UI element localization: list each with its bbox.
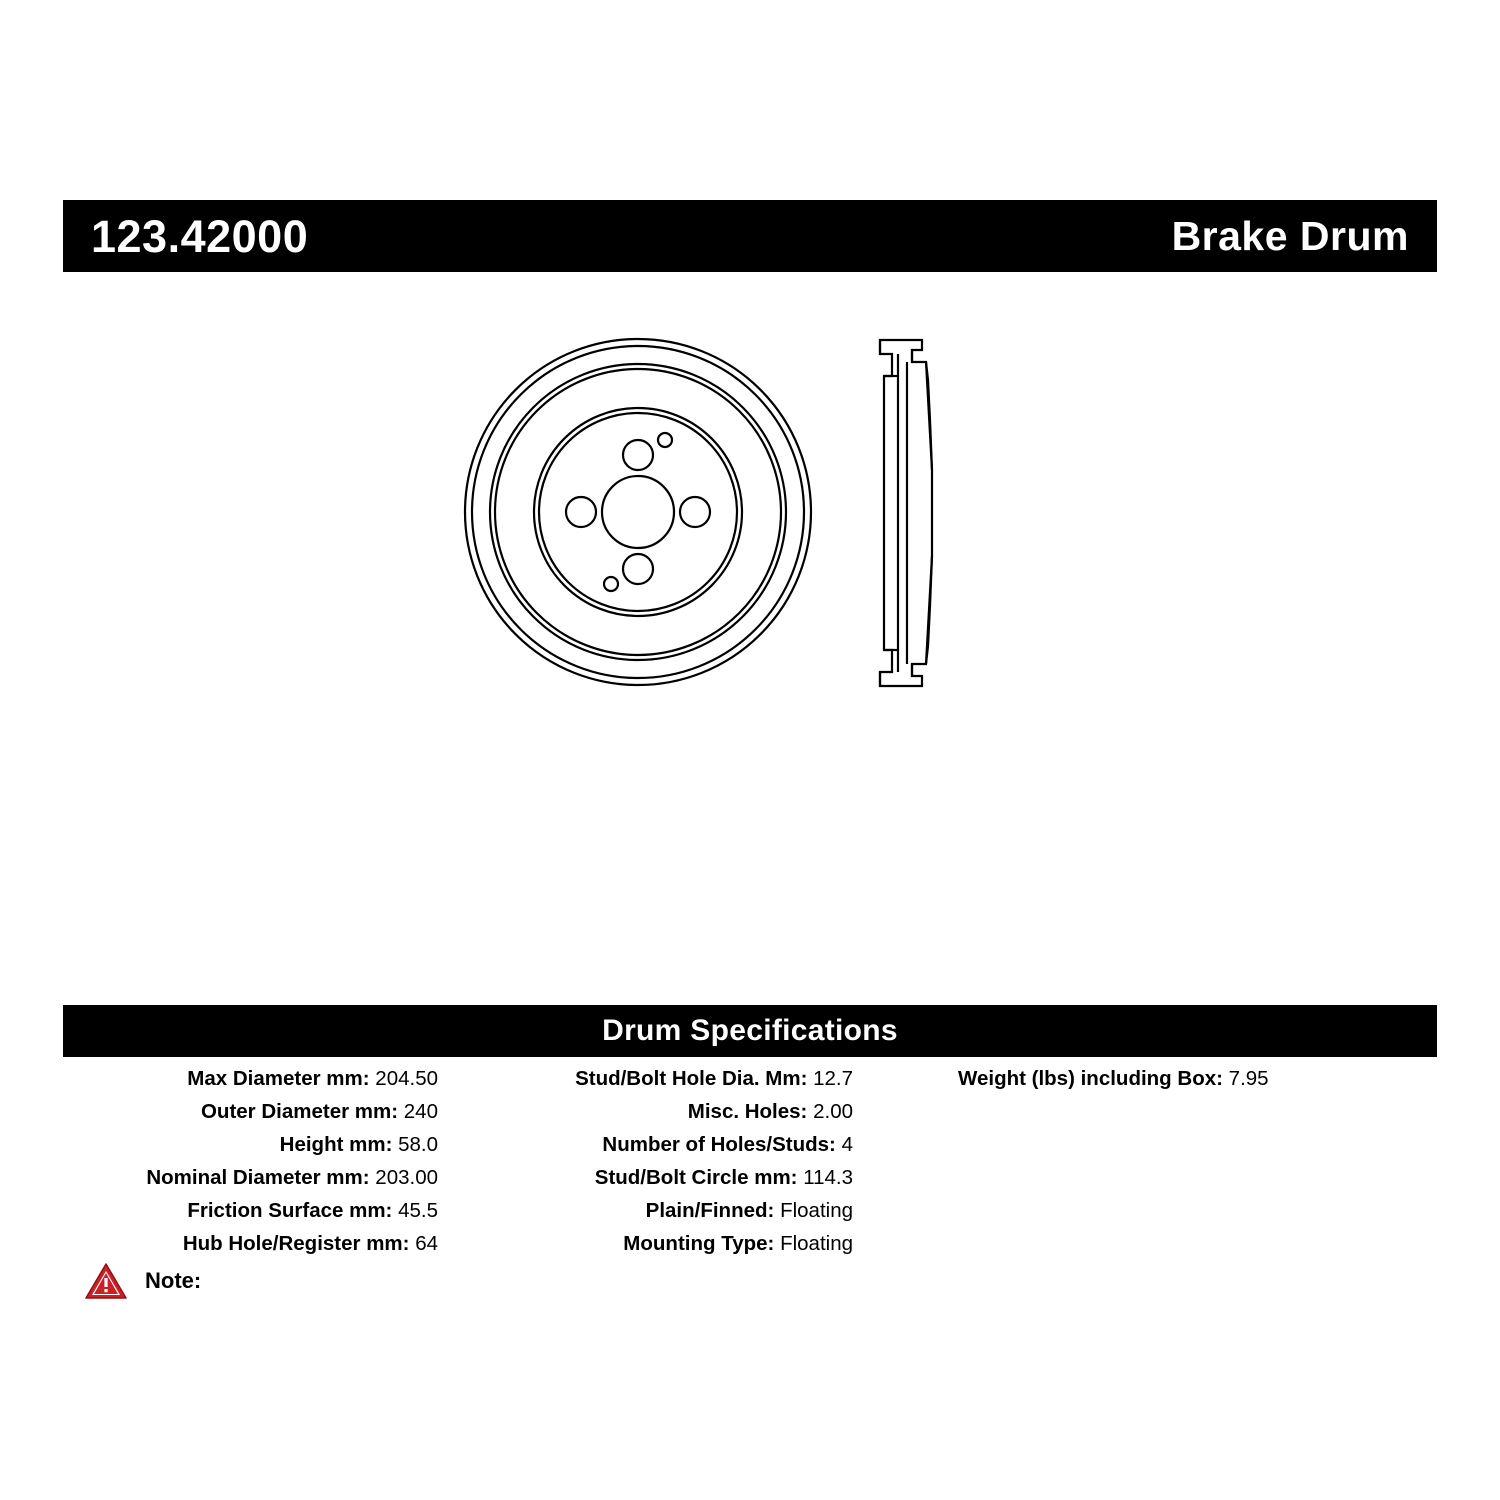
spec-label: Mounting Type: [623,1232,775,1255]
spec-value: 204.50 [375,1067,438,1090]
spec-value: 45.5 [398,1199,438,1222]
spec-label: Outer Diameter mm: [200,1100,399,1123]
spec-column-3 [958,1062,1437,1260]
spec-row [458,1128,958,1161]
spec-label: Nominal Diameter mm: [146,1166,370,1189]
spec-value: Floating [780,1232,853,1255]
spec-label: Friction Surface mm: [187,1199,393,1222]
brake-drum-side-profile-view [880,340,932,686]
spec-value: 64 [415,1232,438,1255]
spec-row [458,1227,958,1260]
spec-row [63,1161,458,1194]
product-title: Brake Drum [1171,212,1409,259]
spec-section-header [63,1005,1437,1057]
spec-value: 12.7 [813,1067,853,1090]
part-number: 123.42000 [91,210,309,262]
spec-column-2 [458,1062,958,1260]
warning-triangle-icon [85,1262,127,1300]
spec-value: 58.0 [398,1133,438,1156]
product-header-bar [63,200,1437,272]
spec-value: 203.00 [375,1166,438,1189]
spec-row [458,1161,958,1194]
spec-row [458,1062,958,1095]
spec-row [63,1128,458,1161]
spec-value: 114.3 [803,1166,853,1189]
spec-value: 7.95 [1228,1067,1269,1090]
spec-label: Max Diameter mm: [187,1067,370,1090]
spec-value: 4 [841,1133,853,1156]
brake-drum-technical-drawing [460,320,1060,740]
spec-column-1 [63,1062,458,1260]
note-area [85,1262,219,1300]
spec-label: Weight (lbs) including Box: [958,1067,1223,1090]
spec-label: Hub Hole/Register mm: [182,1232,410,1255]
spec-table [63,1062,1437,1260]
spec-value: 240 [403,1100,438,1123]
spec-row [63,1095,458,1128]
spec-row [63,1227,458,1260]
spec-value: Floating [780,1199,853,1222]
spec-section-title: Drum Specifications [602,1014,898,1047]
spec-label: Stud/Bolt Circle mm: [594,1166,798,1189]
spec-value: 2.00 [813,1100,853,1123]
spec-row [458,1095,958,1128]
spec-label: Number of Holes/Studs: [602,1133,836,1156]
spec-row [63,1062,458,1095]
brake-drum-front-view [465,339,811,685]
spec-label: Misc. Holes: [687,1100,808,1123]
spec-row [458,1194,958,1227]
spec-row [63,1194,458,1227]
spec-label: Stud/Bolt Hole Dia. Mm: [575,1067,808,1090]
spec-row [958,1062,1437,1095]
spec-label: Plain/Finned: [645,1199,775,1222]
product-illustration [460,320,1060,740]
note-label: Note: [145,1268,202,1293]
spec-label: Height mm: [279,1133,393,1156]
